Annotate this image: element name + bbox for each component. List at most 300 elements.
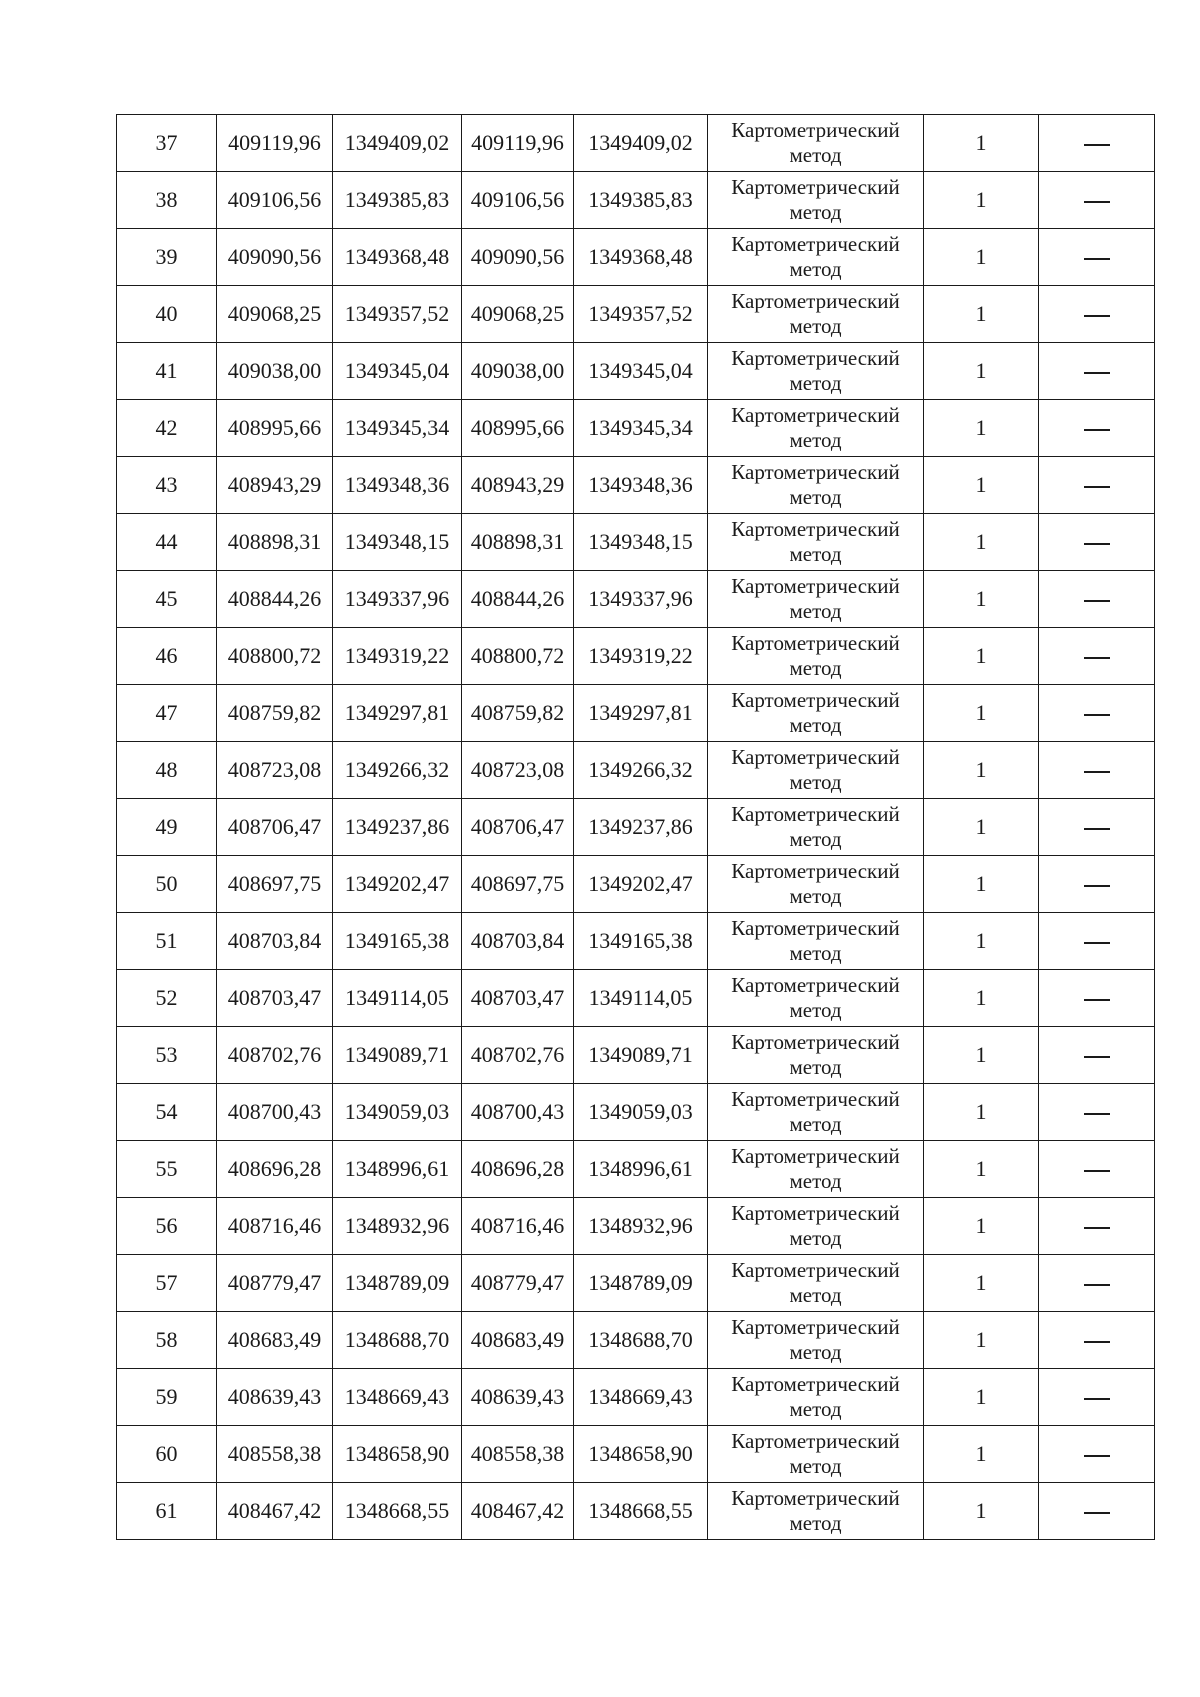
method-line-2: метод [789,656,842,680]
method-cell [708,457,924,514]
existing-x-cell: 408558,38 [217,1426,333,1483]
specified-x-cell: 408558,38 [462,1426,574,1483]
method-line-2: метод [789,1169,842,1193]
point-number-cell: 57 [117,1255,217,1312]
note-cell [1039,628,1155,685]
existing-x-cell: 408844,26 [217,571,333,628]
table-row [117,1426,1155,1483]
accuracy-cell: 1 [924,1141,1039,1198]
method-line-2: метод [789,257,842,281]
table-row [117,571,1155,628]
dash-mark [1084,543,1110,545]
existing-x-cell: 408706,47 [217,799,333,856]
specified-y-cell: 1348932,96 [574,1198,708,1255]
accuracy-cell: 1 [924,685,1039,742]
existing-y-cell: 1349348,36 [333,457,462,514]
specified-y-cell: 1349165,38 [574,913,708,970]
method-line-2: метод [789,1454,842,1478]
accuracy-cell: 1 [924,571,1039,628]
accuracy-cell: 1 [924,742,1039,799]
existing-y-cell: 1349089,71 [333,1027,462,1084]
dash-mark [1084,1227,1110,1229]
existing-x-cell: 408700,43 [217,1084,333,1141]
accuracy-cell: 1 [924,1369,1039,1426]
dash-mark [1084,372,1110,374]
specified-x-cell: 408943,29 [462,457,574,514]
method-cell [708,970,924,1027]
method-line-2: метод [789,941,842,965]
table-row [117,1027,1155,1084]
existing-y-cell: 1349165,38 [333,913,462,970]
existing-y-cell: 1349345,04 [333,343,462,400]
existing-x-cell: 408683,49 [217,1312,333,1369]
specified-y-cell: 1349089,71 [574,1027,708,1084]
existing-y-cell: 1349345,34 [333,400,462,457]
method-cell [708,628,924,685]
table-row [117,1198,1155,1255]
method-cell [708,913,924,970]
dash-mark [1084,201,1110,203]
specified-x-cell: 408759,82 [462,685,574,742]
existing-x-cell: 408759,82 [217,685,333,742]
dash-mark [1084,486,1110,488]
method-cell [708,1027,924,1084]
point-number-cell: 38 [117,172,217,229]
accuracy-cell: 1 [924,457,1039,514]
accuracy-cell: 1 [924,1483,1039,1540]
existing-y-cell: 1349357,52 [333,286,462,343]
accuracy-cell: 1 [924,1426,1039,1483]
specified-y-cell: 1349237,86 [574,799,708,856]
method-line-1: Картометрический [731,403,900,427]
specified-x-cell: 409038,00 [462,343,574,400]
specified-y-cell: 1349337,96 [574,571,708,628]
specified-x-cell: 408723,08 [462,742,574,799]
method-cell [708,286,924,343]
point-number-cell: 43 [117,457,217,514]
point-number-cell: 45 [117,571,217,628]
method-line-2: метод [789,371,842,395]
method-line-1: Картометрический [731,289,900,313]
method-line-2: метод [789,1055,842,1079]
note-cell [1039,1084,1155,1141]
point-number-cell: 40 [117,286,217,343]
point-number-cell: 39 [117,229,217,286]
table-row [117,1483,1155,1540]
note-cell [1039,286,1155,343]
note-cell [1039,115,1155,172]
specified-y-cell: 1348658,90 [574,1426,708,1483]
accuracy-cell: 1 [924,628,1039,685]
table-row [117,970,1155,1027]
existing-y-cell: 1349237,86 [333,799,462,856]
existing-x-cell: 409119,96 [217,115,333,172]
table-row [117,343,1155,400]
note-cell [1039,571,1155,628]
accuracy-cell: 1 [924,172,1039,229]
method-line-1: Картометрический [731,1258,900,1282]
existing-y-cell: 1349337,96 [333,571,462,628]
point-number-cell: 46 [117,628,217,685]
point-number-cell: 51 [117,913,217,970]
specified-y-cell: 1349059,03 [574,1084,708,1141]
table-body [117,115,1155,1540]
method-line-2: метод [789,485,842,509]
specified-x-cell: 408703,84 [462,913,574,970]
existing-x-cell: 409090,56 [217,229,333,286]
specified-y-cell: 1349368,48 [574,229,708,286]
note-cell [1039,172,1155,229]
method-line-2: метод [789,1511,842,1535]
dash-mark [1084,1056,1110,1058]
method-line-1: Картометрический [731,118,900,142]
table-row [117,742,1155,799]
method-cell [708,1483,924,1540]
note-cell [1039,1312,1155,1369]
point-number-cell: 37 [117,115,217,172]
method-line-1: Картометрический [731,1201,900,1225]
coordinates-table [116,114,1155,1540]
method-line-1: Картометрический [731,1486,900,1510]
table-row [117,1255,1155,1312]
specified-y-cell: 1348688,70 [574,1312,708,1369]
specified-x-cell: 408703,47 [462,970,574,1027]
dash-mark [1084,600,1110,602]
existing-y-cell: 1348668,55 [333,1483,462,1540]
point-number-cell: 53 [117,1027,217,1084]
dash-mark [1084,429,1110,431]
method-line-1: Картометрический [731,745,900,769]
dash-mark [1084,999,1110,1001]
method-line-1: Картометрический [731,574,900,598]
existing-x-cell: 408995,66 [217,400,333,457]
specified-y-cell: 1349348,36 [574,457,708,514]
method-line-2: метод [789,770,842,794]
note-cell [1039,799,1155,856]
existing-y-cell: 1349297,81 [333,685,462,742]
method-line-2: метод [789,1283,842,1307]
method-line-1: Картометрический [731,175,900,199]
method-line-2: метод [789,143,842,167]
existing-y-cell: 1348658,90 [333,1426,462,1483]
accuracy-cell: 1 [924,1255,1039,1312]
dash-mark [1084,1398,1110,1400]
method-cell [708,799,924,856]
specified-x-cell: 409068,25 [462,286,574,343]
existing-x-cell: 408703,47 [217,970,333,1027]
specified-x-cell: 408700,43 [462,1084,574,1141]
specified-x-cell: 408697,75 [462,856,574,913]
table-row [117,1369,1155,1426]
method-line-2: метод [789,713,842,737]
accuracy-cell: 1 [924,1027,1039,1084]
table-row [117,799,1155,856]
method-line-2: метод [789,1397,842,1421]
existing-y-cell: 1348996,61 [333,1141,462,1198]
method-cell [708,1255,924,1312]
existing-x-cell: 408723,08 [217,742,333,799]
table-row [117,1084,1155,1141]
specified-y-cell: 1348789,09 [574,1255,708,1312]
method-line-1: Картометрический [731,232,900,256]
note-cell [1039,400,1155,457]
accuracy-cell: 1 [924,343,1039,400]
specified-y-cell: 1349345,04 [574,343,708,400]
table-row [117,457,1155,514]
method-line-1: Картометрический [731,517,900,541]
method-cell [708,172,924,229]
note-cell [1039,685,1155,742]
accuracy-cell: 1 [924,1084,1039,1141]
specified-x-cell: 408696,28 [462,1141,574,1198]
existing-x-cell: 408702,76 [217,1027,333,1084]
existing-y-cell: 1349202,47 [333,856,462,913]
specified-y-cell: 1349114,05 [574,970,708,1027]
existing-y-cell: 1348789,09 [333,1255,462,1312]
dash-mark [1084,771,1110,773]
method-line-2: метод [789,1112,842,1136]
table-row [117,1312,1155,1369]
accuracy-cell: 1 [924,1198,1039,1255]
table-row [117,1141,1155,1198]
point-number-cell: 56 [117,1198,217,1255]
method-line-2: метод [789,998,842,1022]
existing-y-cell: 1349409,02 [333,115,462,172]
specified-y-cell: 1349319,22 [574,628,708,685]
specified-x-cell: 408639,43 [462,1369,574,1426]
method-line-2: метод [789,599,842,623]
note-cell [1039,1426,1155,1483]
existing-x-cell: 408898,31 [217,514,333,571]
method-line-2: метод [789,884,842,908]
table-row [117,229,1155,286]
dash-mark [1084,1341,1110,1343]
table-row [117,400,1155,457]
specified-x-cell: 408779,47 [462,1255,574,1312]
specified-y-cell: 1348668,55 [574,1483,708,1540]
point-number-cell: 47 [117,685,217,742]
point-number-cell: 50 [117,856,217,913]
table-row [117,115,1155,172]
method-cell [708,856,924,913]
note-cell [1039,742,1155,799]
method-line-1: Картометрический [731,1144,900,1168]
existing-y-cell: 1349266,32 [333,742,462,799]
accuracy-cell: 1 [924,970,1039,1027]
method-cell [708,1312,924,1369]
accuracy-cell: 1 [924,286,1039,343]
method-cell [708,229,924,286]
accuracy-cell: 1 [924,400,1039,457]
existing-y-cell: 1349385,83 [333,172,462,229]
note-cell [1039,913,1155,970]
method-cell [708,1426,924,1483]
existing-x-cell: 408943,29 [217,457,333,514]
specified-x-cell: 408995,66 [462,400,574,457]
dash-mark [1084,657,1110,659]
note-cell [1039,856,1155,913]
note-cell [1039,1027,1155,1084]
method-line-2: метод [789,542,842,566]
table-row [117,286,1155,343]
specified-y-cell: 1349409,02 [574,115,708,172]
method-line-1: Картометрический [731,802,900,826]
specified-y-cell: 1349202,47 [574,856,708,913]
specified-y-cell: 1349348,15 [574,514,708,571]
method-line-2: метод [789,827,842,851]
note-cell [1039,229,1155,286]
specified-x-cell: 408800,72 [462,628,574,685]
method-cell [708,514,924,571]
method-cell [708,571,924,628]
existing-y-cell: 1349368,48 [333,229,462,286]
table-row [117,514,1155,571]
point-number-cell: 59 [117,1369,217,1426]
note-cell [1039,1141,1155,1198]
existing-y-cell: 1349348,15 [333,514,462,571]
existing-y-cell: 1349059,03 [333,1084,462,1141]
dash-mark [1084,1113,1110,1115]
accuracy-cell: 1 [924,856,1039,913]
note-cell [1039,1369,1155,1426]
existing-y-cell: 1348688,70 [333,1312,462,1369]
method-line-1: Картометрический [731,1087,900,1111]
dash-mark [1084,258,1110,260]
method-line-1: Картометрический [731,1030,900,1054]
accuracy-cell: 1 [924,229,1039,286]
existing-x-cell: 408716,46 [217,1198,333,1255]
method-line-1: Картометрический [731,1429,900,1453]
method-cell [708,685,924,742]
existing-x-cell: 408703,84 [217,913,333,970]
method-cell [708,1198,924,1255]
point-number-cell: 41 [117,343,217,400]
dash-mark [1084,1284,1110,1286]
point-number-cell: 48 [117,742,217,799]
note-cell [1039,1198,1155,1255]
specified-y-cell: 1348996,61 [574,1141,708,1198]
point-number-cell: 44 [117,514,217,571]
dash-mark [1084,315,1110,317]
method-line-1: Картометрический [731,1372,900,1396]
dash-mark [1084,1455,1110,1457]
note-cell [1039,970,1155,1027]
specified-x-cell: 408702,76 [462,1027,574,1084]
point-number-cell: 58 [117,1312,217,1369]
specified-y-cell: 1349345,34 [574,400,708,457]
specified-x-cell: 408898,31 [462,514,574,571]
point-number-cell: 42 [117,400,217,457]
table-row [117,628,1155,685]
method-cell [708,742,924,799]
note-cell [1039,1255,1155,1312]
specified-x-cell: 408716,46 [462,1198,574,1255]
method-cell [708,1141,924,1198]
point-number-cell: 49 [117,799,217,856]
existing-x-cell: 408639,43 [217,1369,333,1426]
table-row [117,856,1155,913]
specified-x-cell: 409090,56 [462,229,574,286]
existing-y-cell: 1348669,43 [333,1369,462,1426]
method-cell [708,1084,924,1141]
accuracy-cell: 1 [924,799,1039,856]
method-line-1: Картометрический [731,688,900,712]
method-line-1: Картометрический [731,460,900,484]
note-cell [1039,514,1155,571]
method-line-1: Картометрический [731,1315,900,1339]
specified-x-cell: 408467,42 [462,1483,574,1540]
table-row [117,685,1155,742]
dash-mark [1084,828,1110,830]
existing-x-cell: 409068,25 [217,286,333,343]
accuracy-cell: 1 [924,115,1039,172]
existing-x-cell: 409106,56 [217,172,333,229]
existing-y-cell: 1348932,96 [333,1198,462,1255]
dash-mark [1084,144,1110,146]
method-line-1: Картометрический [731,973,900,997]
existing-x-cell: 408779,47 [217,1255,333,1312]
specified-y-cell: 1349297,81 [574,685,708,742]
specified-y-cell: 1348669,43 [574,1369,708,1426]
dash-mark [1084,885,1110,887]
existing-y-cell: 1349319,22 [333,628,462,685]
note-cell [1039,457,1155,514]
point-number-cell: 52 [117,970,217,1027]
dash-mark [1084,714,1110,716]
accuracy-cell: 1 [924,913,1039,970]
method-cell [708,115,924,172]
point-number-cell: 54 [117,1084,217,1141]
dash-mark [1084,942,1110,944]
method-line-1: Картометрический [731,916,900,940]
specified-x-cell: 408844,26 [462,571,574,628]
method-line-2: метод [789,1340,842,1364]
existing-x-cell: 408467,42 [217,1483,333,1540]
table-row [117,172,1155,229]
specified-y-cell: 1349385,83 [574,172,708,229]
method-line-1: Картометрический [731,346,900,370]
method-line-1: Картометрический [731,859,900,883]
method-cell [708,343,924,400]
point-number-cell: 55 [117,1141,217,1198]
existing-x-cell: 408697,75 [217,856,333,913]
existing-y-cell: 1349114,05 [333,970,462,1027]
specified-x-cell: 408706,47 [462,799,574,856]
point-number-cell: 61 [117,1483,217,1540]
specified-y-cell: 1349357,52 [574,286,708,343]
point-number-cell: 60 [117,1426,217,1483]
specified-y-cell: 1349266,32 [574,742,708,799]
specified-x-cell: 409106,56 [462,172,574,229]
method-line-2: метод [789,314,842,338]
method-line-2: метод [789,200,842,224]
method-line-2: метод [789,428,842,452]
existing-x-cell: 409038,00 [217,343,333,400]
dash-mark [1084,1170,1110,1172]
note-cell [1039,343,1155,400]
accuracy-cell: 1 [924,514,1039,571]
dash-mark [1084,1512,1110,1514]
method-cell [708,400,924,457]
method-line-2: метод [789,1226,842,1250]
method-line-1: Картометрический [731,631,900,655]
existing-x-cell: 408696,28 [217,1141,333,1198]
existing-x-cell: 408800,72 [217,628,333,685]
method-cell [708,1369,924,1426]
note-cell [1039,1483,1155,1540]
specified-x-cell: 408683,49 [462,1312,574,1369]
table-row [117,913,1155,970]
